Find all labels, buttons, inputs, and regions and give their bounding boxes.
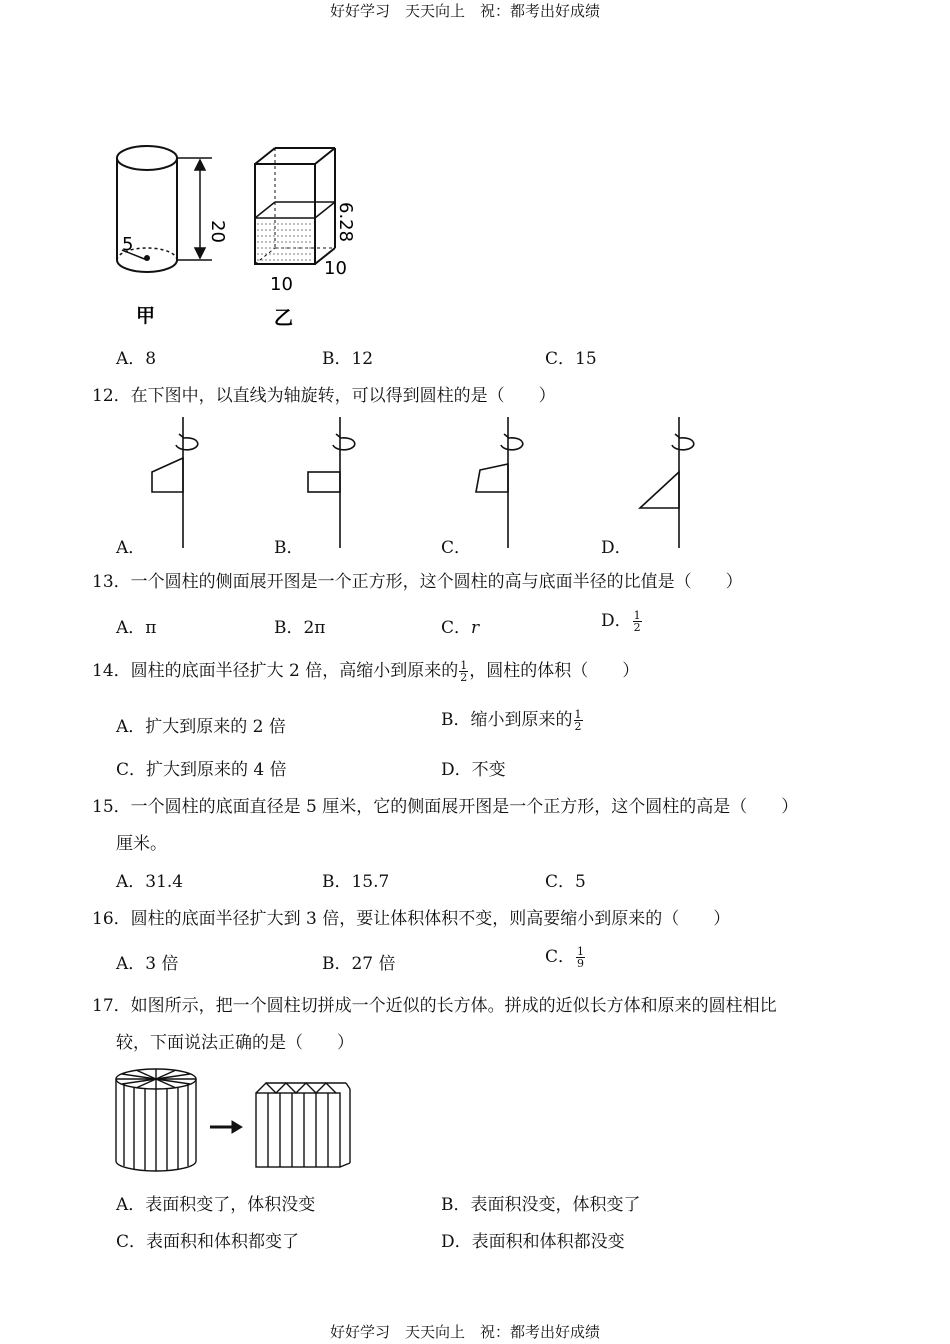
q13-option-c-var: r <box>471 618 480 638</box>
q11-option-b[interactable]: B．12 <box>322 349 374 369</box>
q15-stem-line1: 15．一个圆柱的底面直径是 5 厘米，它的侧面展开图是一个正方形，这个圆柱的高是（ ） <box>92 797 799 817</box>
q17-figure <box>110 1065 360 1175</box>
q17-option-a[interactable]: A．表面积变了，体积没变 <box>116 1195 316 1215</box>
q11-height-label: 20 <box>207 220 228 243</box>
q11-label-jia: 甲 <box>136 305 156 327</box>
q12-figure-c <box>476 417 523 548</box>
q12-figure-a <box>152 417 198 548</box>
q16-option-a[interactable]: A．3 倍 <box>116 954 179 974</box>
approx-cuboid <box>256 1083 350 1167</box>
q15-option-c[interactable]: C．5 <box>545 872 586 892</box>
q17-option-c[interactable]: C．表面积和体积都变了 <box>116 1232 300 1252</box>
q12-stem: 12．在下图中，以直线为轴旋转，可以得到圆柱的是（ ） <box>92 386 556 406</box>
q15-option-a[interactable]: A．31.4 <box>116 872 184 892</box>
q13-option-d-fraction: $\frac{1}{2}$ <box>633 609 641 634</box>
q13-option-c-prefix: C． <box>441 618 472 638</box>
q13-option-a[interactable]: A．π <box>116 618 157 638</box>
q16-option-c-fraction: $\frac{1}{9}$ <box>577 945 585 970</box>
q11-width-label: 10 <box>324 258 347 279</box>
page-footer: 好好学习 天天向上 祝：都考出好成绩 <box>330 1323 601 1341</box>
q11-length-label: 10 <box>270 274 293 295</box>
q14-option-c[interactable]: C．扩大到原来的 4 倍 <box>116 760 287 780</box>
q14-option-b-fraction: $\frac{1}{2}$ <box>574 708 582 733</box>
q12-figure-d <box>640 417 694 548</box>
q17-option-b[interactable]: B．表面积没变，体积变了 <box>441 1195 641 1215</box>
q12-option-c[interactable]: C． <box>441 538 472 558</box>
q11-radius-label: 5 <box>122 234 134 255</box>
q17-option-d[interactable]: D．表面积和体积都没变 <box>441 1232 625 1252</box>
q12-figure-b <box>308 417 355 548</box>
q14-stem: 14．圆柱的底面半径扩大 2 倍，高缩小到原来的 $\frac{1}{2}$ ，圆柱的体积（ ） <box>92 659 640 684</box>
arrow-icon <box>210 1121 242 1133</box>
q14-option-d[interactable]: D．不变 <box>441 760 506 780</box>
q16-stem: 16．圆柱的底面半径扩大到 3 倍，要让体积体积不变，则高要缩小到原来的（ ） <box>92 909 731 929</box>
q17-stem-line2: 较，下面说法正确的是（ ） <box>116 1033 354 1053</box>
q15-option-b[interactable]: B．15.7 <box>322 872 390 892</box>
q12-figures <box>100 412 700 552</box>
page-header: 好好学习 天天向上 祝：都考出好成绩 <box>330 2 601 20</box>
q17-stem-line1: 17．如图所示，把一个圆柱切拼成一个近似的长方体。拼成的近似长方体和原来的圆柱相比 <box>92 996 777 1016</box>
q11-option-a[interactable]: A．8 <box>116 349 157 369</box>
q14-option-b[interactable]: B．缩小到原来的 $\frac{1}{2}$ <box>441 708 582 733</box>
q13-option-d-prefix: D． <box>601 611 632 631</box>
q16-option-c[interactable]: C． $\frac{1}{9}$ <box>545 945 585 970</box>
q13-stem: 13．一个圆柱的侧面展开图是一个正方形，这个圆柱的高与底面半径的比值是（ ） <box>92 572 743 592</box>
q11-figure <box>100 140 380 335</box>
q16-option-b[interactable]: B．27 倍 <box>322 954 396 974</box>
q14-option-a[interactable]: A．扩大到原来的 2 倍 <box>116 717 286 737</box>
q13-option-b[interactable]: B．2π <box>274 618 326 638</box>
q12-option-b[interactable]: B． <box>274 538 304 558</box>
q11-water-label: 6.28 <box>335 202 356 243</box>
q11-label-yi: 乙 <box>274 307 294 329</box>
cuboid-yi <box>255 148 335 264</box>
q11-option-c[interactable]: C．15 <box>545 349 597 369</box>
cut-cylinder <box>116 1069 196 1171</box>
q13-option-c[interactable] <box>441 613 479 638</box>
q12-option-a[interactable]: A． <box>116 538 146 558</box>
q15-stem-line2: 厘米。 <box>116 834 167 854</box>
q12-option-d[interactable]: D． <box>601 538 632 558</box>
q14-stem-fraction: $\frac{1}{2}$ <box>460 659 468 684</box>
q13-option-d[interactable] <box>601 606 643 633</box>
